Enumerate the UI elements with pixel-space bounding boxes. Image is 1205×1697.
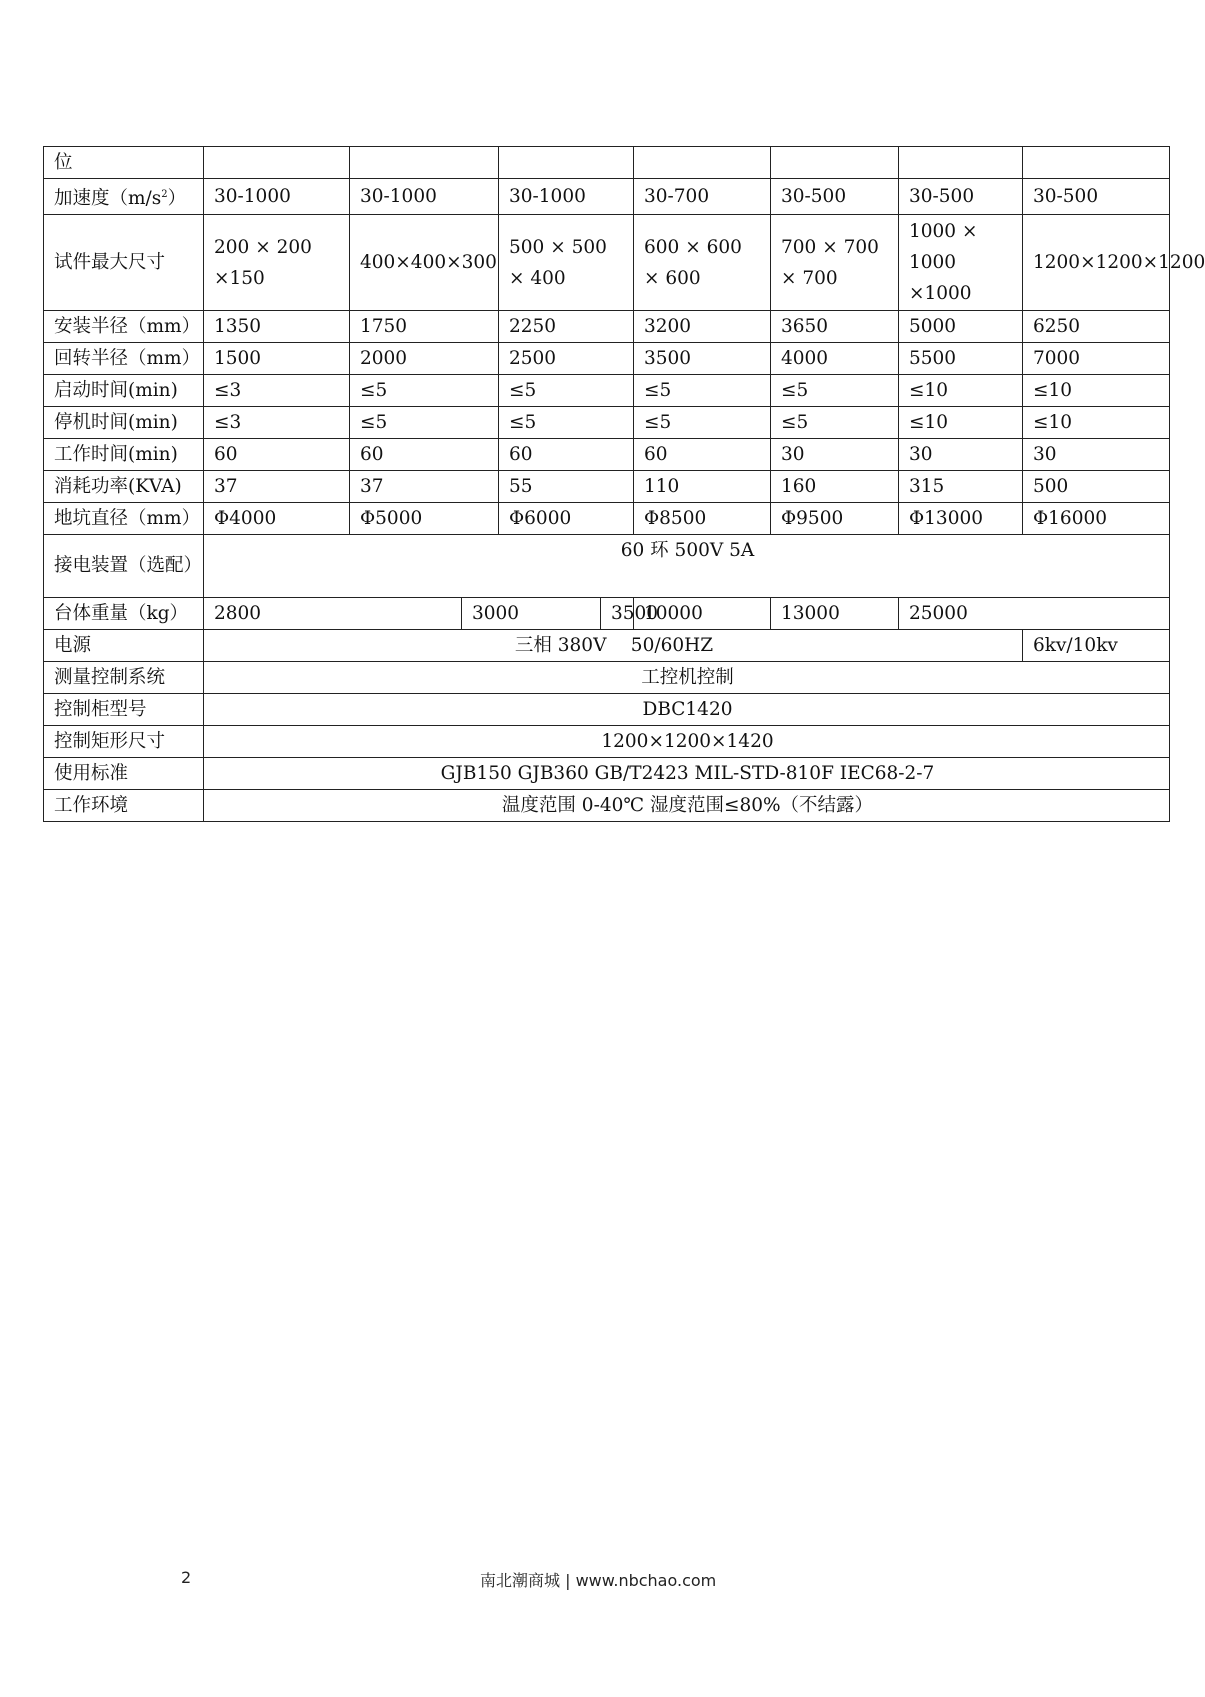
value-cell: 6kv/10kv: [1023, 630, 1170, 662]
merged-value-cell: DBC1420: [204, 694, 1170, 726]
row-label: 地坑直径（mm）: [44, 503, 204, 535]
page-footer: [0, 1568, 1200, 1598]
value-cell: 3650: [771, 311, 899, 343]
value-cell: 10000: [634, 598, 771, 630]
value-cell: ≤10: [1023, 407, 1170, 439]
value-cell: 60: [350, 439, 499, 471]
empty-cell: [634, 147, 771, 179]
row-label: 消耗功率(KVA): [44, 471, 204, 503]
value-cell: 600 × 600 × 600: [634, 215, 771, 311]
value-cell: 30-700: [634, 179, 771, 215]
value-cell: Φ16000: [1023, 503, 1170, 535]
row-standards: [44, 758, 1170, 790]
value-cell: 6250: [1023, 311, 1170, 343]
value-cell: ≤5: [350, 407, 499, 439]
value-cell: ≤10: [899, 407, 1023, 439]
value-cell: Φ13000: [899, 503, 1023, 535]
empty-cell: [771, 147, 899, 179]
value-cell: 30-500: [899, 179, 1023, 215]
row-label: 位: [44, 147, 204, 179]
value-cell: 55: [499, 471, 634, 503]
empty-cell: [899, 147, 1023, 179]
value-cell: 37: [204, 471, 350, 503]
value-cell: ≤5: [771, 407, 899, 439]
value-cell: 500: [1023, 471, 1170, 503]
merged-value-cell: 温度范围 0-40℃ 湿度范围≤80%（不结露）: [204, 790, 1170, 822]
value-cell: 37: [350, 471, 499, 503]
empty-cell: [350, 147, 499, 179]
value-cell: ≤10: [1023, 375, 1170, 407]
value-cell: ≤5: [771, 375, 899, 407]
row-power: [44, 471, 1170, 503]
row-slip-ring: [44, 535, 1170, 598]
value-cell: 3200: [634, 311, 771, 343]
row-label: 接电装置（选配）: [44, 535, 204, 598]
value-cell: 1000 × 1000 ×1000: [899, 215, 1023, 311]
row-label: 试件最大尺寸: [44, 215, 204, 311]
value-cell: 30: [771, 439, 899, 471]
row-pit-diameter: [44, 503, 1170, 535]
row-install-radius: [44, 311, 1170, 343]
value-cell: 1500: [204, 343, 350, 375]
value-cell: 7000: [1023, 343, 1170, 375]
row-stop-time: [44, 407, 1170, 439]
value-cell: Φ4000: [204, 503, 350, 535]
value-cell: 30: [1023, 439, 1170, 471]
row-work-time: [44, 439, 1170, 471]
row-label: 控制柜型号: [44, 694, 204, 726]
row-label: 工作时间(min): [44, 439, 204, 471]
page-number: 2: [181, 1568, 192, 1587]
row-label: 回转半径（mm）: [44, 343, 204, 375]
value-cell: 2000: [350, 343, 499, 375]
row-label: 使用标准: [44, 758, 204, 790]
value-cell: 1200×1200×1200: [1023, 215, 1170, 311]
value-cell: 3500: [601, 598, 634, 630]
value-cell: Φ9500: [771, 503, 899, 535]
empty-cell: [204, 147, 350, 179]
value-cell: 5000: [899, 311, 1023, 343]
empty-cell: [1023, 147, 1170, 179]
value-cell: 13000: [771, 598, 899, 630]
value-cell: Φ5000: [350, 503, 499, 535]
row-weight: [44, 598, 1170, 630]
merged-value-cell: 三相 380V 50/60HZ: [204, 630, 1023, 662]
row-power-supply: [44, 630, 1170, 662]
value-cell: Φ6000: [499, 503, 634, 535]
footer-site-link[interactable]: 南北潮商城 | www.nbchao.com: [480, 1571, 717, 1590]
row-label: 测量控制系统: [44, 662, 204, 694]
value-cell: 25000: [899, 598, 1170, 630]
value-cell: 30-1000: [499, 179, 634, 215]
row-start-time: [44, 375, 1170, 407]
value-cell: ≤10: [899, 375, 1023, 407]
value-cell: 400×400×300: [350, 215, 499, 311]
row-label: [44, 179, 204, 215]
row-cabinet-model: [44, 694, 1170, 726]
value-cell: 1750: [350, 311, 499, 343]
value-cell: 30-1000: [204, 179, 350, 215]
value-cell: 60: [499, 439, 634, 471]
value-cell: ≤5: [350, 375, 499, 407]
value-cell: ≤5: [634, 407, 771, 439]
value-cell: 2500: [499, 343, 634, 375]
superscript: 2: [161, 189, 168, 200]
label-text: ）: [167, 188, 187, 210]
value-cell: 110: [634, 471, 771, 503]
row-label: 启动时间(min): [44, 375, 204, 407]
value-cell: 1350: [204, 311, 350, 343]
value-cell: 5500: [899, 343, 1023, 375]
value-cell: 700 × 700 × 700: [771, 215, 899, 311]
row-unit: [44, 147, 1170, 179]
empty-cell: [499, 147, 634, 179]
value-cell: 200 × 200 ×150: [204, 215, 350, 311]
value-cell: 30-500: [1023, 179, 1170, 215]
value-cell: 315: [899, 471, 1023, 503]
value-cell: 2250: [499, 311, 634, 343]
row-label: 控制矩形尺寸: [44, 726, 204, 758]
value-cell: 30-1000: [350, 179, 499, 215]
value-cell: ≤5: [499, 407, 634, 439]
merged-value-cell: 1200×1200×1420: [204, 726, 1170, 758]
row-label: 工作环境: [44, 790, 204, 822]
row-environment: [44, 790, 1170, 822]
row-max-size: [44, 215, 1170, 311]
merged-value-cell: 60 环 500V 5A: [204, 535, 1170, 598]
value-cell: 30: [899, 439, 1023, 471]
value-cell: 60: [634, 439, 771, 471]
value-cell: ≤5: [634, 375, 771, 407]
value-cell: Φ8500: [634, 503, 771, 535]
value-cell: 3000: [462, 598, 601, 630]
label-text: 加速度（m/s: [54, 188, 162, 210]
value-cell: ≤5: [499, 375, 634, 407]
merged-value-cell: GJB150 GJB360 GB/T2423 MIL-STD-810F IEC68-2-7: [204, 758, 1170, 790]
row-label: 安装半径（mm）: [44, 311, 204, 343]
merged-value-cell: 工控机控制: [204, 662, 1170, 694]
row-rotation-radius: [44, 343, 1170, 375]
row-control-system: [44, 662, 1170, 694]
value-cell: 3500: [634, 343, 771, 375]
value-cell: 2800: [204, 598, 462, 630]
value-cell: 500 × 500 × 400: [499, 215, 634, 311]
value-cell: 30-500: [771, 179, 899, 215]
row-label: 台体重量（kg）: [44, 598, 204, 630]
spec-table: [43, 146, 1205, 822]
value-cell: 60: [204, 439, 350, 471]
row-cabinet-size: [44, 726, 1170, 758]
row-label: 电源: [44, 630, 204, 662]
value-cell: 160: [771, 471, 899, 503]
row-acceleration: [44, 179, 1170, 215]
value-cell: ≤3: [204, 407, 350, 439]
value-cell: 4000: [771, 343, 899, 375]
value-cell: ≤3: [204, 375, 350, 407]
row-label: 停机时间(min): [44, 407, 204, 439]
